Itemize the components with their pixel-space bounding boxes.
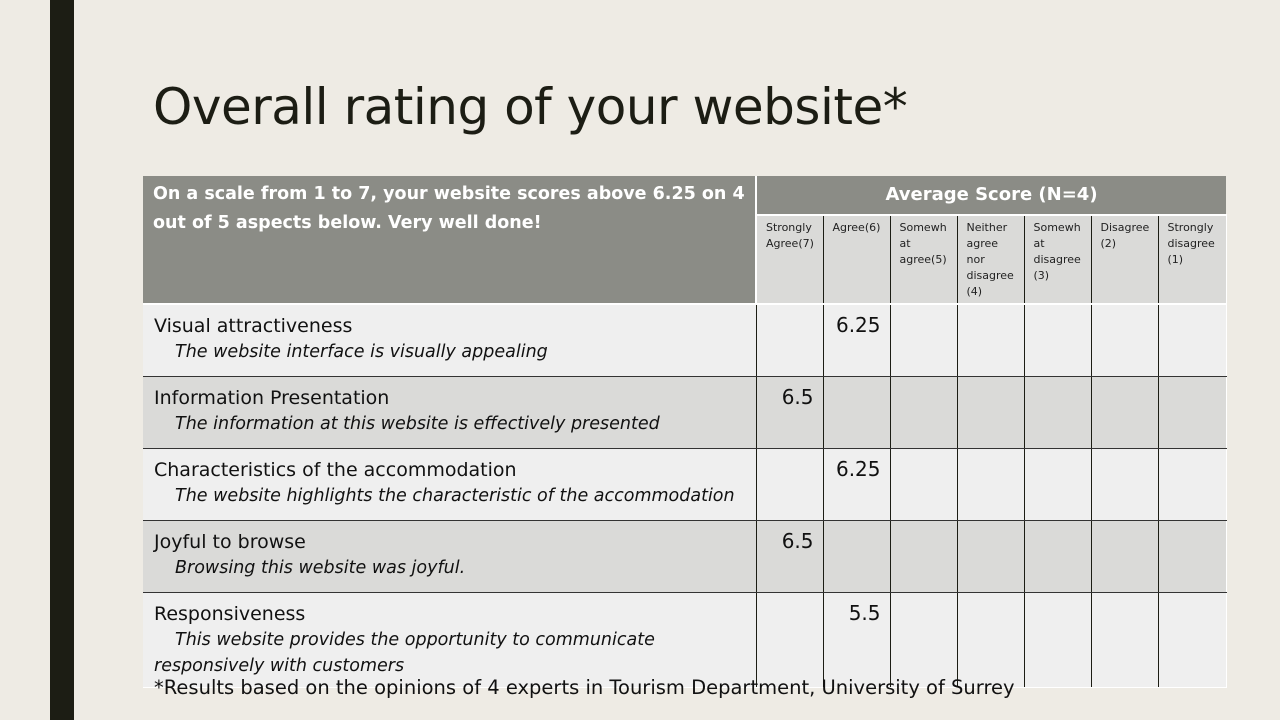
score-cell (823, 377, 890, 449)
score-cell: 6.25 (823, 449, 890, 521)
score-cell (1091, 521, 1158, 593)
aspect-description: The information at this website is effectively presented (175, 414, 660, 434)
score-cell (1158, 521, 1226, 593)
score-cell (890, 304, 957, 377)
score-cell (1158, 593, 1226, 688)
aspect-cell (143, 377, 756, 449)
table-row (143, 449, 1226, 521)
aspect-cell (143, 521, 756, 593)
scale-header-2: Disagree (2) (1091, 215, 1158, 304)
aspect-name: Information Presentation (154, 387, 390, 409)
score-cell (823, 521, 890, 593)
score-cell (1024, 377, 1091, 449)
score-cell (1091, 593, 1158, 688)
aspect-name: Characteristics of the accommodation (154, 459, 517, 481)
footnote: *Results based on the opinions of 4 experts in Tourism Department, University of Surrey (154, 676, 1015, 699)
aspect-cell (143, 449, 756, 521)
aspect-cell (143, 304, 756, 377)
score-cell: 6.25 (823, 304, 890, 377)
score-cell (1024, 521, 1091, 593)
score-cell (957, 521, 1024, 593)
table-row (143, 521, 1226, 593)
score-cell (1158, 377, 1226, 449)
scale-header-3: Somewh at disagree (3) (1024, 215, 1091, 304)
rating-table (143, 176, 1227, 688)
aspect-name: Joyful to browse (154, 531, 306, 553)
scale-header-5: Somewh at agree(5) (890, 215, 957, 304)
score-cell (890, 521, 957, 593)
score-cell (1091, 304, 1158, 377)
score-cell (890, 449, 957, 521)
aspect-description: Browsing this website was joyful. (175, 558, 466, 578)
table-row (143, 304, 1226, 377)
aspect-description: The website highlights the characteristic of the accommodation (175, 486, 735, 506)
scale-header-6: Agree(6) (823, 215, 890, 304)
score-cell (957, 377, 1024, 449)
scale-header-1: Strongly disagree (1) (1158, 215, 1226, 304)
score-cell (756, 304, 823, 377)
score-cell (957, 304, 1024, 377)
table-intro: On a scale from 1 to 7, your website scores above 6.25 on 4 out of 5 aspects below. Very well done! (143, 176, 756, 304)
score-cell (1024, 449, 1091, 521)
aspect-description: The website interface is visually appealing (175, 342, 548, 362)
score-cell: 5.5 (823, 593, 890, 688)
score-cell (1091, 377, 1158, 449)
score-cell (1158, 449, 1226, 521)
score-cell (957, 449, 1024, 521)
average-score-header: Average Score (N=4) (756, 176, 1226, 215)
aspect-name: Visual attractiveness (154, 315, 353, 337)
score-cell: 6.5 (756, 521, 823, 593)
score-cell (1158, 304, 1226, 377)
score-cell: 6.5 (756, 377, 823, 449)
aspect-name: Responsiveness (154, 603, 306, 625)
accent-bar (50, 0, 74, 720)
score-cell (1024, 593, 1091, 688)
scale-header-4: Neither agree nor disagree (4) (957, 215, 1024, 304)
table-row (143, 377, 1226, 449)
score-cell (1091, 449, 1158, 521)
slide-title: Overall rating of your website* (153, 78, 908, 136)
score-cell (756, 449, 823, 521)
score-cell (1024, 304, 1091, 377)
aspect-description: This website provides the opportunity to communicate responsively with customers (154, 630, 655, 676)
scale-header-7: Strongly Agree(7) (756, 215, 823, 304)
score-cell (890, 377, 957, 449)
